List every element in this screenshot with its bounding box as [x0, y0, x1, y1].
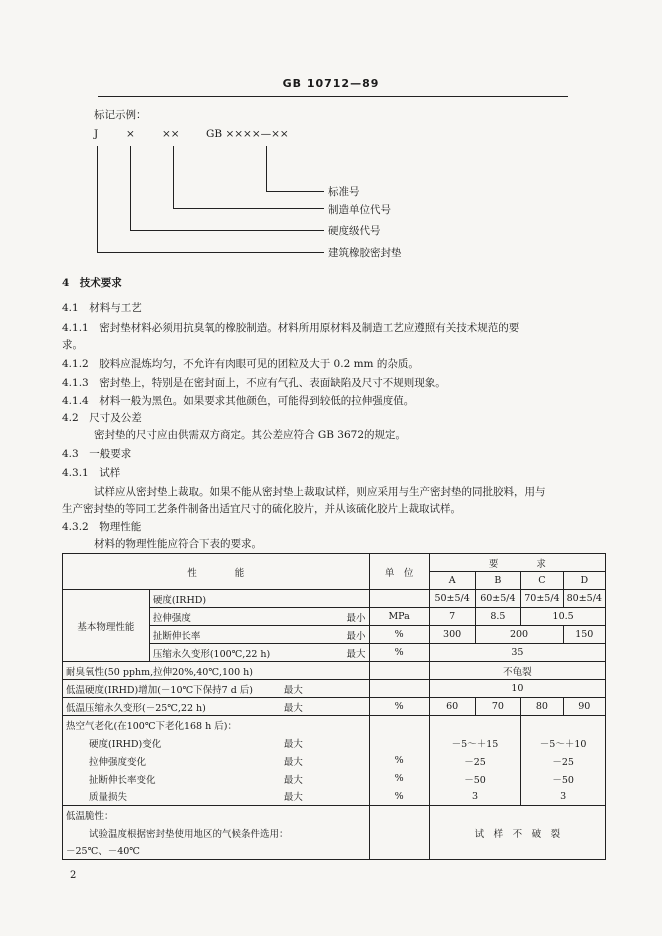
th-property: 性 能 — [63, 554, 370, 590]
aging-tensile-name: 拉伸强度变化 — [63, 752, 281, 770]
aging-title: 热空气老化(在100℃下老化168 h 后)： — [63, 716, 370, 734]
marking-code-xx: ×× — [162, 128, 180, 140]
ozone-value: 不龟裂 — [429, 662, 605, 680]
tensile-a: 7 — [429, 608, 475, 626]
brittle-line2: －25℃、－40℃ — [63, 842, 370, 860]
basic-properties-group: 基本物理性能 — [63, 590, 150, 662]
ozone-unit — [369, 662, 429, 680]
section-4-title: 4 技术要求 — [62, 277, 122, 289]
label-gasket-type: 建筑橡胶密封垫 — [328, 247, 402, 259]
tensile-b: 8.5 — [475, 608, 521, 626]
hardness-unit — [369, 590, 429, 608]
brittle-line1: 试验温度根据密封垫使用地区的气候条件选用： — [63, 824, 370, 842]
label-standard-no: 标准号 — [328, 186, 360, 198]
bracket-v-hard — [130, 146, 131, 231]
th-requirement: 要 求 — [429, 554, 605, 572]
lowtemp-compset-c: 80 — [521, 698, 563, 716]
section-4-3-2-text: 材料的物理性能应符合下表的要求。 — [94, 538, 262, 550]
section-4-1-1-line1: 4.1.1 密封垫材料必须用抗臭氧的橡胶制造。材料所用原材料及制造工艺应遵照有关技术规范的要 — [62, 322, 520, 334]
aging-elongation-name: 扯断伸长率变化 — [63, 770, 281, 788]
standard-code-header: GB 10712—89 — [282, 77, 380, 90]
aging-elongation-unit: % — [369, 770, 429, 788]
label-manufacturer-code: 制造单位代号 — [328, 204, 391, 216]
bracket-v-std — [266, 146, 267, 192]
th-grade-d: D — [563, 572, 605, 590]
header-rule — [98, 96, 568, 97]
section-4-2: 4.2 尺寸及公差 — [62, 412, 142, 424]
ozone-name: 耐臭氧性(50 pphm,拉伸20%,40℃,100 h) — [63, 662, 370, 680]
hardness-d: 80±5/4 — [563, 590, 605, 608]
section-4-1-2: 4.1.2 胶料应混炼均匀，不允许有肉眼可见的团粒及大于 0.2 mm 的杂质。 — [62, 358, 419, 370]
compset-name: 压缩永久变形(100℃,22 h) — [149, 644, 281, 662]
section-4-3-1-line2: 生产密封垫的等同工艺条件制备出适宜尺寸的硫化胶片，并从该硫化胶片上裁取试样。 — [62, 503, 461, 515]
section-4-2-text: 密封垫的尺寸应由供需双方商定。其公差应符合 GB 3672的规定。 — [94, 429, 406, 441]
lowtemp-hardness-limit: 最大 — [281, 680, 369, 698]
bracket-h-type — [97, 252, 324, 253]
aging-hardness-cd: －5～＋10 — [521, 734, 606, 752]
physical-properties-table — [62, 553, 606, 860]
lowtemp-compset-a: 60 — [429, 698, 475, 716]
elongation-a: 300 — [429, 626, 475, 644]
lowtemp-compset-limit: 最大 — [281, 698, 369, 716]
tensile-cd: 10.5 — [521, 608, 606, 626]
aging-hardness-ab: －5～＋15 — [429, 734, 521, 752]
tensile-unit: MPa — [369, 608, 429, 626]
tensile-name: 拉伸强度 — [149, 608, 281, 626]
page-number: 2 — [70, 870, 77, 881]
section-4-3: 4.3 一般要求 — [62, 448, 132, 460]
aging-mass-name: 质量损失 — [63, 788, 281, 806]
compset-value: 35 — [429, 644, 605, 662]
lowtemp-hardness-unit — [369, 680, 429, 698]
lowtemp-compset-b: 70 — [475, 698, 521, 716]
lowtemp-compset-name: 低温压缩永久变形(－25℃,22 h) — [63, 698, 281, 716]
hardness-a: 50±5/4 — [429, 590, 475, 608]
marking-title: 标记示例： — [94, 109, 147, 121]
lowtemp-hardness-value: 10 — [429, 680, 605, 698]
marking-code-x: × — [126, 128, 135, 140]
hardness-b: 60±5/4 — [475, 590, 521, 608]
th-grade-a: A — [429, 572, 475, 590]
marking-code-j: J — [94, 128, 99, 140]
aging-tensile-ab: －25 — [429, 752, 521, 770]
elongation-d: 150 — [563, 626, 605, 644]
aging-mass-limit: 最大 — [281, 788, 369, 806]
elongation-limit: 最小 — [281, 626, 369, 644]
label-hardness-grade: 硬度级代号 — [328, 225, 381, 237]
bracket-h-std — [266, 191, 324, 192]
brittle-value: 试 样 不 破 裂 — [429, 806, 605, 860]
bracket-h-hard — [130, 230, 324, 231]
section-4-1: 4.1 材料与工艺 — [62, 302, 142, 314]
section-4-1-4: 4.1.4 材料一般为黑色。如果要求其他颜色，可能得到较低的拉伸强度值。 — [62, 395, 415, 407]
aging-tensile-limit: 最大 — [281, 752, 369, 770]
aging-hardness-limit: 最大 — [281, 734, 369, 752]
aging-tensile-unit: % — [369, 752, 429, 770]
hardness-c: 70±5/4 — [521, 590, 563, 608]
aging-hardness-name: 硬度(IRHD)变化 — [63, 734, 281, 752]
hardness-name: 硬度(IRHD) — [149, 590, 369, 608]
compset-limit: 最大 — [281, 644, 369, 662]
brittle-title: 低温脆性： — [63, 806, 370, 824]
bracket-h-mfr — [173, 208, 324, 209]
bracket-v-type — [97, 146, 98, 253]
tensile-limit: 最小 — [281, 608, 369, 626]
th-unit: 单 位 — [369, 554, 429, 590]
th-grade-b: B — [475, 572, 521, 590]
aging-elongation-ab: －50 — [429, 770, 521, 788]
aging-mass-ab: 3 — [429, 788, 521, 806]
section-4-1-1-line2: 求。 — [62, 339, 83, 351]
aging-mass-cd: 3 — [521, 788, 606, 806]
lowtemp-hardness-name: 低温硬度(IRHD)增加(－10℃下保持7 d 后) — [63, 680, 281, 698]
marking-code-gb: GB ××××—×× — [206, 128, 289, 140]
aging-tensile-cd: －25 — [521, 752, 606, 770]
lowtemp-compset-unit: % — [369, 698, 429, 716]
bracket-v-mfr — [173, 146, 174, 209]
section-4-3-2: 4.3.2 物理性能 — [62, 521, 142, 533]
aging-elongation-cd: －50 — [521, 770, 606, 788]
aging-elongation-limit: 最大 — [281, 770, 369, 788]
lowtemp-compset-d: 90 — [563, 698, 605, 716]
compset-unit: % — [369, 644, 429, 662]
elongation-bc: 200 — [475, 626, 563, 644]
aging-mass-unit: % — [369, 788, 429, 806]
section-4-3-1-line1: 试样应从密封垫上裁取。如果不能从密封垫上裁取试样，则应采用与生产密封垫的同批胶料，用与 — [94, 486, 546, 498]
th-grade-c: C — [521, 572, 563, 590]
section-4-1-3: 4.1.3 密封垫上，特别是在密封面上，不应有气孔、表面缺陷及尺寸不规则现象。 — [62, 377, 446, 389]
elongation-name: 扯断伸长率 — [149, 626, 281, 644]
elongation-unit: % — [369, 626, 429, 644]
section-4-3-1: 4.3.1 试样 — [62, 467, 121, 479]
